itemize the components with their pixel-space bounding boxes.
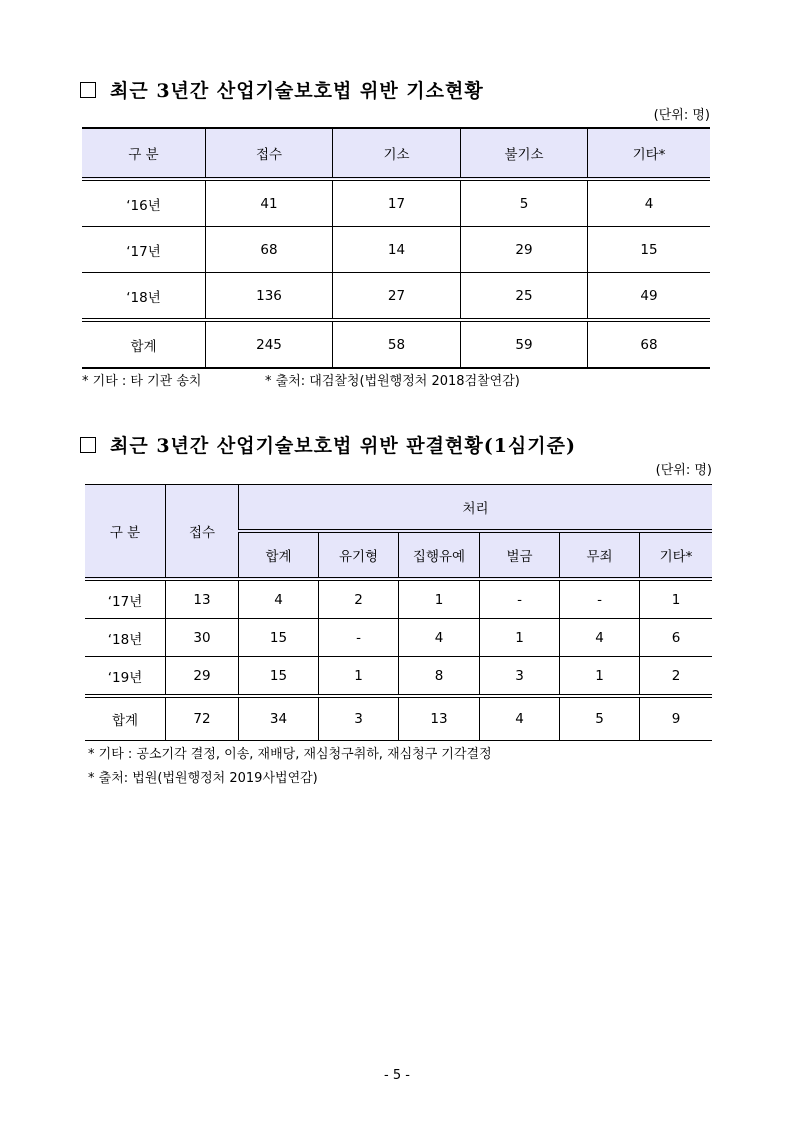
cell: 13: [166, 579, 239, 619]
cell: 3: [480, 657, 560, 697]
cell: ‘16년: [126, 197, 161, 214]
cell: 15: [588, 227, 711, 273]
cell: 3: [319, 696, 399, 741]
cell: 72: [166, 696, 239, 741]
cell: 34: [239, 696, 319, 741]
cell: 6: [640, 619, 713, 657]
section2-title: [80, 431, 576, 458]
table-row: [85, 657, 712, 697]
table-row: [82, 179, 710, 227]
header-category: 구 분: [82, 128, 206, 179]
cell: 14: [333, 227, 461, 273]
cell: 245: [206, 320, 333, 368]
table-header-row: [82, 128, 710, 179]
cell: 15: [239, 657, 319, 697]
cell: 136: [206, 273, 333, 321]
section1-note-source: * 출처: 대검찰청(법원행정처 2018검찰연감): [265, 374, 520, 389]
checkbox-square-icon: [80, 437, 96, 453]
header-received: 접수: [166, 485, 239, 580]
cell: 59: [461, 320, 588, 368]
header-category: 구 분: [85, 485, 166, 580]
section1-title-text: 최근 3년간 산업기술보호법 위반 기소현황: [110, 80, 484, 102]
cell: -: [319, 619, 399, 657]
cell: 1: [319, 657, 399, 697]
table-row: [82, 273, 710, 321]
cell: 58: [333, 320, 461, 368]
section1-title: [80, 76, 484, 103]
cell: 29: [166, 657, 239, 697]
cell: 68: [206, 227, 333, 273]
header-other: 기타*: [588, 128, 711, 179]
cell: 5: [461, 179, 588, 227]
header-fine: 벌금: [480, 531, 560, 579]
cell: 27: [333, 273, 461, 321]
cell: 2: [640, 657, 713, 697]
cell: 2: [319, 579, 399, 619]
section2-unit: (단위: 명): [655, 463, 712, 478]
cell: 4: [480, 696, 560, 741]
cell: 17: [333, 179, 461, 227]
cell: ‘18년: [82, 273, 206, 321]
checkbox-square-icon: [80, 82, 96, 98]
header-probation: 집행유예: [399, 531, 480, 579]
cell: 41: [206, 179, 333, 227]
header-indicted: 기소: [333, 128, 461, 179]
table-header-row: [85, 485, 712, 532]
cell: 1: [399, 579, 480, 619]
cell: 30: [166, 619, 239, 657]
header-other: 기타*: [640, 531, 713, 579]
cell: 4: [399, 619, 480, 657]
cell: -: [480, 579, 560, 619]
header-received: 접수: [206, 128, 333, 179]
cell: 5: [560, 696, 640, 741]
indictment-table: [82, 127, 710, 369]
cell: ‘19년: [85, 657, 166, 697]
section2-note-source: * 출처: 법원(법원행정처 2019사법연감): [88, 771, 318, 786]
cell: 29: [461, 227, 588, 273]
cell: 49: [588, 273, 711, 321]
cell: 68: [588, 320, 711, 368]
table-row: [82, 227, 710, 273]
section1-unit: (단위: 명): [653, 108, 710, 123]
header-processing: 처리: [239, 485, 713, 532]
header-prison: 유기형: [319, 531, 399, 579]
page-number: - 5 -: [384, 1068, 410, 1083]
cell: ‘18년: [85, 619, 166, 657]
cell: 4: [560, 619, 640, 657]
table-row: [85, 579, 712, 619]
table-row: [85, 619, 712, 657]
cell: 15: [239, 619, 319, 657]
cell: ‘17년: [82, 227, 206, 273]
section2-note-other: * 기타 : 공소기각 결정, 이송, 재배당, 재심청구취하, 재심청구 기각결정: [88, 747, 492, 762]
cell: 4: [239, 579, 319, 619]
section2-title-text: 최근 3년간 산업기술보호법 위반 판결현황(1심기준): [110, 435, 576, 457]
header-total: 합계: [239, 531, 319, 579]
table-total-row: [85, 696, 712, 741]
cell: 합계: [130, 338, 157, 355]
cell: 합계: [111, 713, 139, 729]
cell: ‘17년: [107, 593, 143, 610]
cell: 1: [640, 579, 713, 619]
cell: 1: [560, 657, 640, 697]
cell: 25: [461, 273, 588, 321]
verdict-table: [85, 484, 712, 741]
table-total-row: [82, 320, 710, 368]
cell: 4: [588, 179, 711, 227]
header-not-indicted: 불기소: [461, 128, 588, 179]
cell: 1: [480, 619, 560, 657]
cell: 13: [399, 696, 480, 741]
cell: 9: [640, 696, 713, 741]
section1-note-other: * 기타 : 타 기관 송치: [82, 374, 202, 389]
cell: -: [560, 579, 640, 619]
header-acquittal: 무죄: [560, 531, 640, 579]
cell: 8: [399, 657, 480, 697]
